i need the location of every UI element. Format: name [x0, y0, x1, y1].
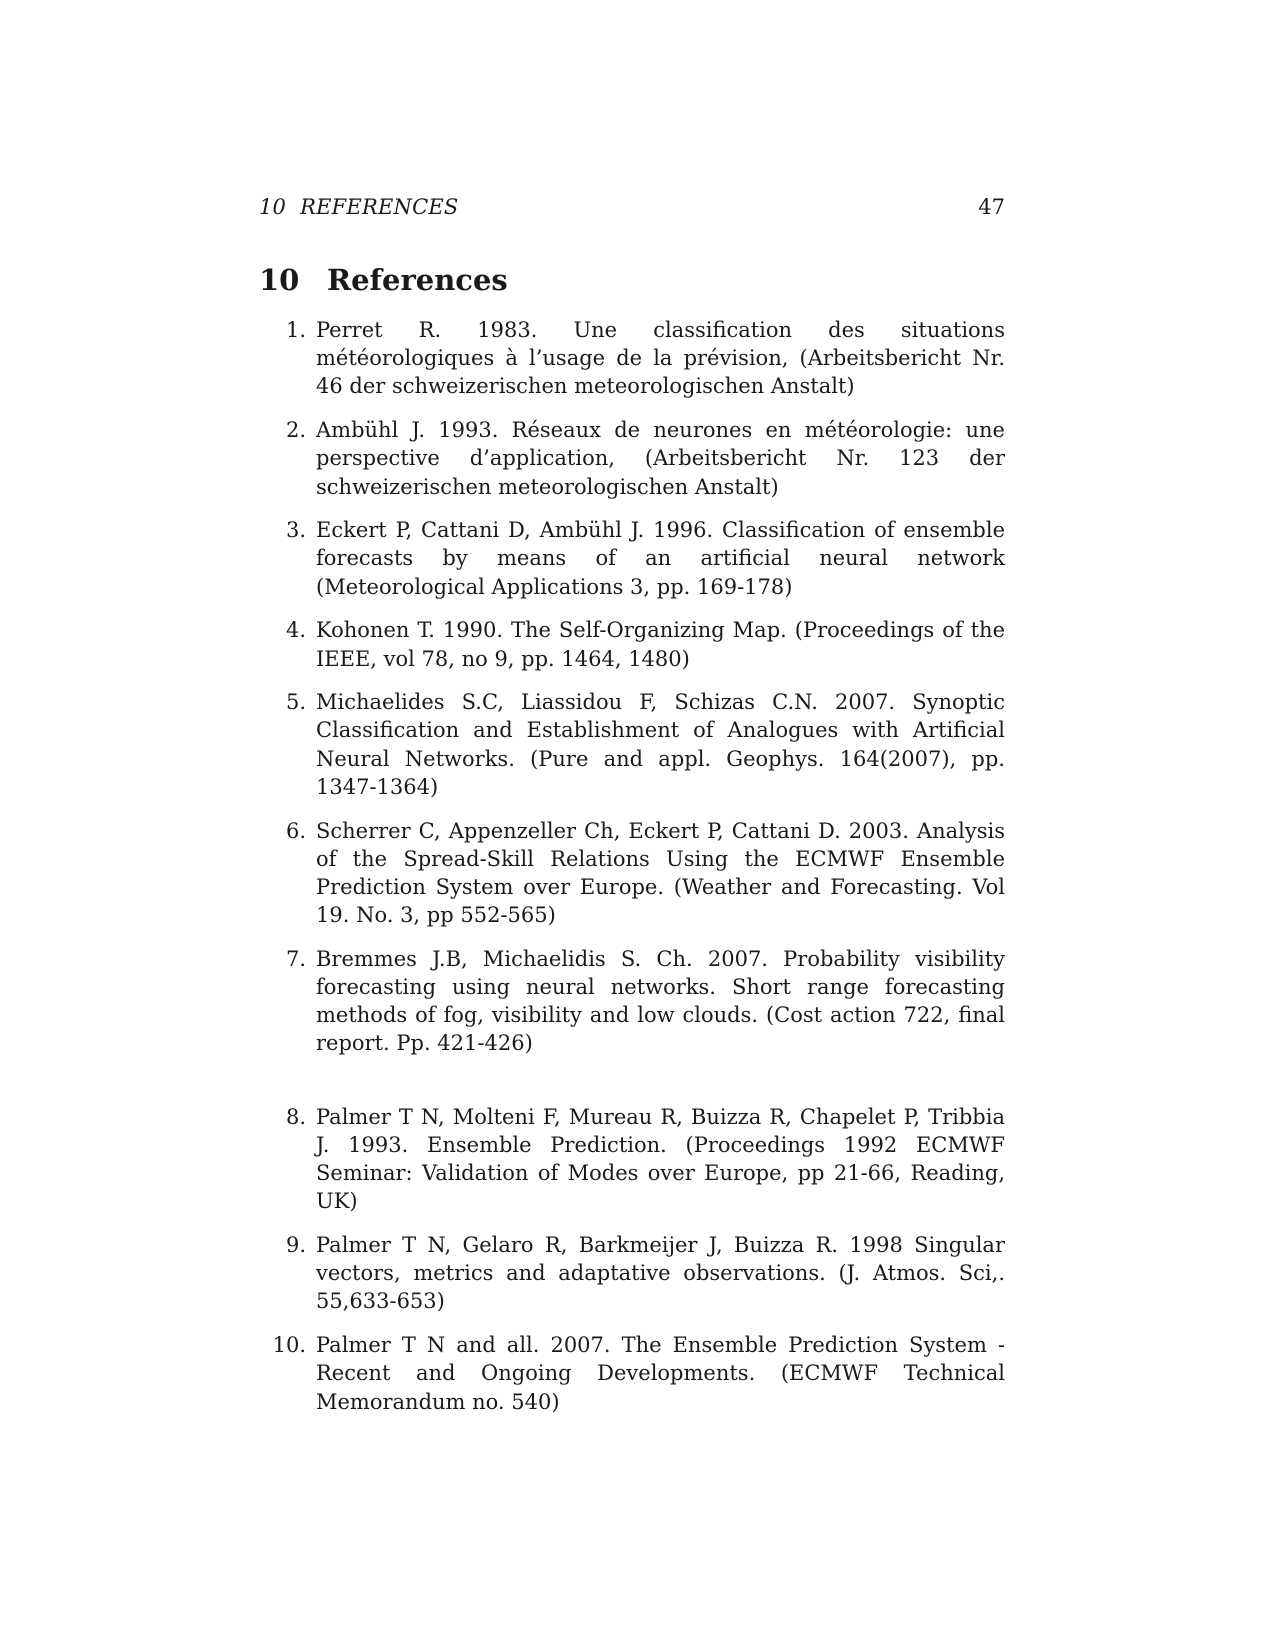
- reference-number: 4.: [285, 618, 306, 643]
- reference-text: Perret R. 1983. Une classification des situations météorologiques à l’usage de la prévision, (Arbeitsbericht Nr. 46 der schweizerischen meteorologischen Anstalt): [316, 318, 1005, 399]
- section-number: 10: [259, 263, 300, 297]
- reference-item: [259, 688, 1005, 801]
- reference-text: Palmer T N, Gelaro R, Barkmeijer J, Buizza R. 1998 Singular vectors, metrics and adaptative observations. (J. Atmos. Sci,. 55,633-653): [316, 1232, 1005, 1314]
- reference-number: 3.: [285, 518, 306, 543]
- reference-text: Kohonen T. 1990. The Self-Organizing Map. (Proceedings of the IEEE, vol 78, no 9, pp. 1464, 1480): [316, 618, 1005, 671]
- reference-item: [259, 616, 1005, 672]
- reference-item: [259, 1103, 1005, 1216]
- reference-item: [259, 1231, 1005, 1316]
- reference-text: Ambühl J. 1993. Réseaux de neurones en météorologie: une perspective d’application, (Arbeitsbericht Nr. 123 der schweizerischen meteorologischen Anstalt): [316, 418, 1005, 499]
- page-number: 47: [978, 195, 1005, 219]
- reference-text: Palmer T N and all. 2007. The Ensemble Prediction System - Recent and Ongoing Developments. (ECMWF Technical Memorandum no. 540): [316, 1333, 1005, 1414]
- reference-text: Scherrer C, Appenzeller Ch, Eckert P, Cattani D. 2003. Analysis of the Spread-Skill Relations Using the ECMWF Ensemble Prediction System over Europe. (Weather and Forecasting. Vol 19. No. 3, pp 552-565): [316, 818, 1005, 928]
- running-header-section-title: REFERENCES: [300, 195, 459, 219]
- reference-text: Michaelides S.C, Liassidou F, Schizas C.N. 2007. Synoptic Classification and Establishment of Analogues with Artificial Neural Networks. (Pure and appl. Geophys. 164(2007), pp. 1347-1364): [316, 690, 1005, 799]
- reference-number: 10.: [272, 1333, 306, 1358]
- reference-text: Palmer T N, Molteni F, Mureau R, Buizza R, Chapelet P, Tribbia J. 1993. Ensemble Prediction. (Proceedings 1992 ECMWF Seminar: Validation of Modes over Europe, pp 21-66, Reading, UK): [316, 1104, 1005, 1214]
- running-header-section-number: 10: [259, 195, 287, 219]
- reference-item: [259, 316, 1005, 401]
- reference-list: [259, 316, 1005, 1431]
- running-header: [259, 192, 1005, 222]
- section-heading: [259, 262, 508, 298]
- reference-number: 2.: [285, 418, 306, 443]
- reference-item: [259, 516, 1005, 601]
- reference-item: [259, 945, 1005, 1058]
- reference-item: [259, 416, 1005, 501]
- reference-text: Eckert P, Cattani D, Ambühl J. 1996. Classification of ensemble forecasts by means of an artificial neural network (Meteorological Applications 3, pp. 169-178): [316, 518, 1005, 599]
- section-title: References: [327, 263, 508, 297]
- reference-text: Bremmes J.B, Michaelidis S. Ch. 2007. Probability visibility forecasting using neural networks. Short range forecasting methods of fog, visibility and low clouds. (Cost action 722, final report. Pp. 421-426): [316, 946, 1005, 1056]
- reference-number: 1.: [285, 318, 306, 342]
- running-header-section: [259, 192, 458, 222]
- reference-item: [259, 817, 1005, 930]
- reference-number: 8.: [285, 1104, 306, 1129]
- reference-number: 5.: [285, 690, 306, 715]
- reference-number: 7.: [285, 946, 306, 971]
- reference-number: 6.: [285, 818, 306, 843]
- reference-item: [259, 1331, 1005, 1416]
- reference-number: 9.: [285, 1232, 306, 1257]
